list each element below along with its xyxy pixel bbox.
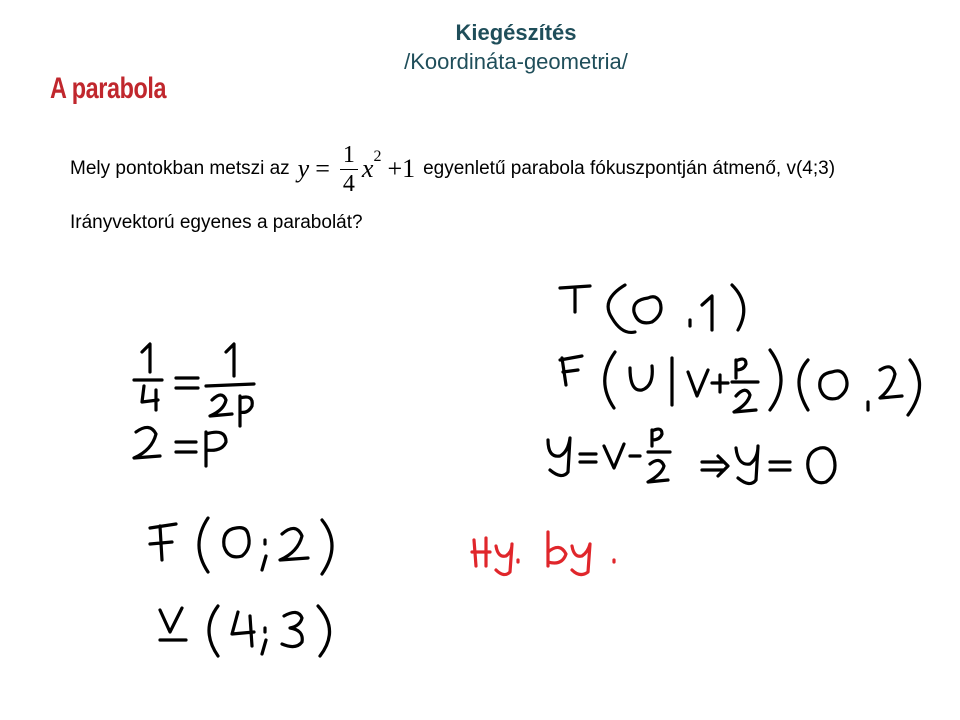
equation-equals: = [315,154,330,183]
handwritten-focus-formula [560,350,920,415]
equation-variable: x [361,154,374,183]
handwritten-directrix [548,429,835,483]
handwritten-focus [150,518,332,574]
handwritten-direction-vector [160,606,330,656]
handwritten-p-value [134,427,226,466]
slide-title: Kiegészítés [455,20,577,45]
section-title: A parabola [50,72,167,105]
handwritten-t-point [560,285,744,332]
equation-lhs: y [297,154,310,183]
handwritten-red-note [472,532,614,575]
equation-exponent: 2 [373,148,382,165]
problem-text-after: egyenletű parabola fókuszpontján átmenő, v(4;3) [423,158,836,179]
slide-subtitle: /Koordináta-geometria/ [404,49,628,74]
fraction-denominator: 4 [342,170,355,197]
problem-text-before: Mely pontokban metszi az [70,158,290,179]
fraction-numerator: 1 [340,141,358,170]
problem-line-2: Irányvektorú egyenes a parabolát? [70,212,363,233]
equation-constant: +1 [387,154,416,183]
handwritten-ratio [134,344,254,426]
